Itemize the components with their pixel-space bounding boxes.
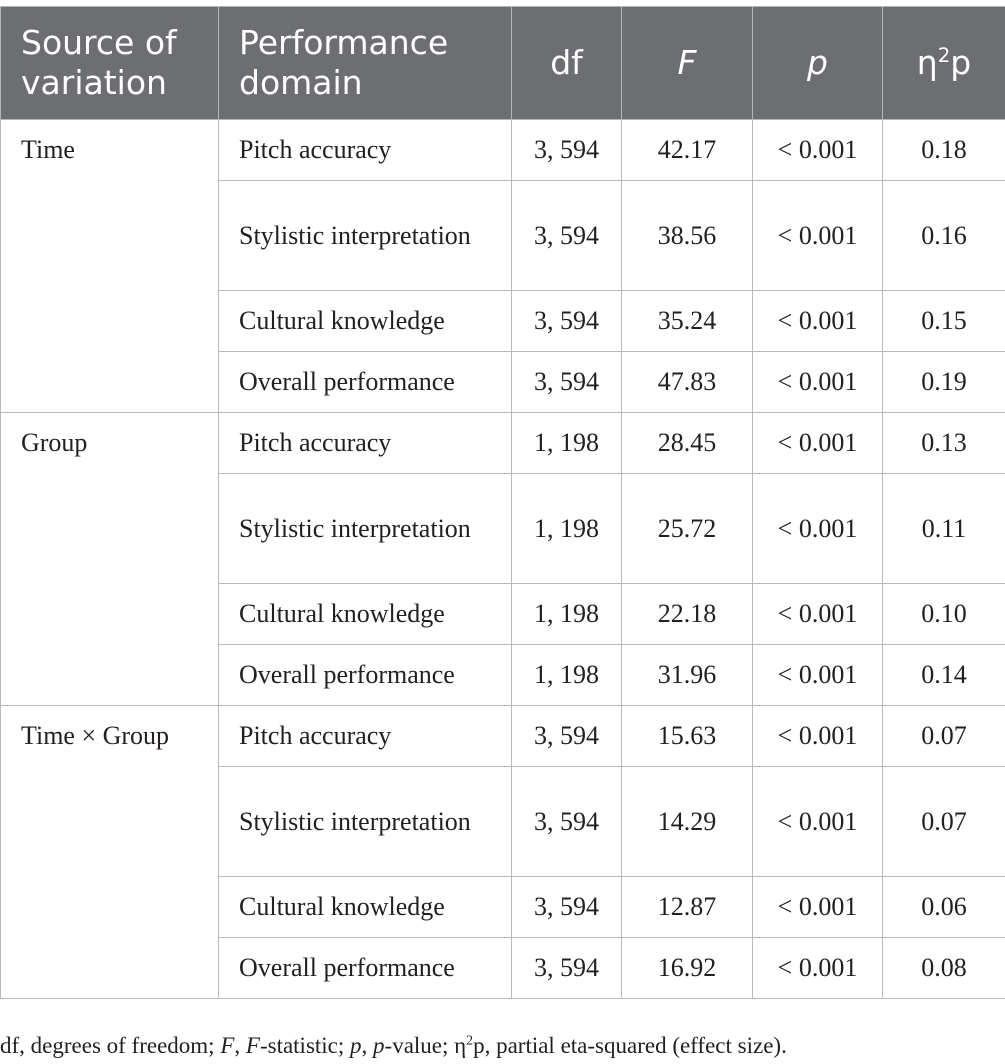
p-cell: < 0.001 xyxy=(753,706,883,767)
table-footnote xyxy=(0,1033,787,1059)
eta-cell: 0.16 xyxy=(883,181,1005,291)
footnote-part: df, degrees of freedom; xyxy=(0,1033,221,1058)
source-cell: Time xyxy=(1,120,219,413)
df-cell: 3, 594 xyxy=(512,877,622,938)
p-cell: < 0.001 xyxy=(753,120,883,181)
f-cell: 47.83 xyxy=(622,352,753,413)
p-cell: < 0.001 xyxy=(753,584,883,645)
domain-cell: Overall performance xyxy=(219,352,512,413)
f-cell: 31.96 xyxy=(622,645,753,706)
df-cell: 1, 198 xyxy=(512,645,622,706)
domain-cell: Overall performance xyxy=(219,938,512,999)
domain-cell: Cultural knowledge xyxy=(219,291,512,352)
f-cell: 15.63 xyxy=(622,706,753,767)
domain-cell: Stylistic interpretation xyxy=(219,474,512,584)
p-cell: < 0.001 xyxy=(753,877,883,938)
anova-table xyxy=(0,6,1005,999)
header-p: p xyxy=(753,7,883,120)
df-cell: 3, 594 xyxy=(512,938,622,999)
df-cell: 1, 198 xyxy=(512,474,622,584)
footnote-part: p, partial eta-squared (effect size). xyxy=(473,1033,787,1058)
header-df: df xyxy=(512,7,622,120)
f-cell: 35.24 xyxy=(622,291,753,352)
eta-cell: 0.07 xyxy=(883,706,1005,767)
footnote-part: F xyxy=(245,1033,260,1058)
footnote-part: p xyxy=(350,1033,362,1058)
f-cell: 38.56 xyxy=(622,181,753,291)
df-cell: 3, 594 xyxy=(512,120,622,181)
eta-cell: 0.19 xyxy=(883,352,1005,413)
p-cell: < 0.001 xyxy=(753,938,883,999)
table-row xyxy=(1,706,1005,767)
df-cell: 1, 198 xyxy=(512,413,622,474)
eta-cell: 0.07 xyxy=(883,767,1005,877)
footnote-part: 2 xyxy=(466,1032,474,1048)
df-cell: 3, 594 xyxy=(512,352,622,413)
f-cell: 12.87 xyxy=(622,877,753,938)
domain-cell: Overall performance xyxy=(219,645,512,706)
domain-cell: Cultural knowledge xyxy=(219,584,512,645)
header-eta-sup: 2 xyxy=(937,44,951,67)
header-eta-base: η xyxy=(916,43,938,82)
header-f: F xyxy=(622,7,753,120)
table-row xyxy=(1,120,1005,181)
table-row xyxy=(1,413,1005,474)
p-cell: < 0.001 xyxy=(753,474,883,584)
header-eta-tail: p xyxy=(950,43,972,82)
source-cell: Group xyxy=(1,413,219,706)
f-cell: 22.18 xyxy=(622,584,753,645)
df-cell: 3, 594 xyxy=(512,291,622,352)
eta-cell: 0.08 xyxy=(883,938,1005,999)
domain-cell: Cultural knowledge xyxy=(219,877,512,938)
f-cell: 16.92 xyxy=(622,938,753,999)
f-cell: 14.29 xyxy=(622,767,753,877)
df-cell: 3, 594 xyxy=(512,767,622,877)
source-cell: Time × Group xyxy=(1,706,219,999)
footnote-part: -statistic; xyxy=(259,1033,351,1058)
f-cell: 42.17 xyxy=(622,120,753,181)
eta-cell: 0.06 xyxy=(883,877,1005,938)
header-source: Source of variation xyxy=(1,7,219,120)
domain-cell: Stylistic interpretation xyxy=(219,181,512,291)
f-cell: 25.72 xyxy=(622,474,753,584)
p-cell: < 0.001 xyxy=(753,767,883,877)
footnote-part: p xyxy=(373,1033,385,1058)
df-cell: 1, 198 xyxy=(512,584,622,645)
footnote-part: F xyxy=(220,1033,235,1058)
p-cell: < 0.001 xyxy=(753,352,883,413)
eta-cell: 0.10 xyxy=(883,584,1005,645)
p-cell: < 0.001 xyxy=(753,413,883,474)
footnote-part: , xyxy=(361,1033,374,1058)
eta-cell: 0.15 xyxy=(883,291,1005,352)
df-cell: 3, 594 xyxy=(512,706,622,767)
f-cell: 28.45 xyxy=(622,413,753,474)
p-cell: < 0.001 xyxy=(753,181,883,291)
footnote-part: -value; η xyxy=(384,1033,467,1058)
p-cell: < 0.001 xyxy=(753,291,883,352)
domain-cell: Pitch accuracy xyxy=(219,706,512,767)
eta-cell: 0.11 xyxy=(883,474,1005,584)
footnote-part: , xyxy=(234,1033,246,1058)
header-row xyxy=(1,7,1005,120)
eta-cell: 0.18 xyxy=(883,120,1005,181)
domain-cell: Pitch accuracy xyxy=(219,120,512,181)
header-eta xyxy=(883,7,1005,120)
p-cell: < 0.001 xyxy=(753,645,883,706)
header-domain: Performance domain xyxy=(219,7,512,120)
domain-cell: Stylistic interpretation xyxy=(219,767,512,877)
domain-cell: Pitch accuracy xyxy=(219,413,512,474)
eta-cell: 0.14 xyxy=(883,645,1005,706)
eta-cell: 0.13 xyxy=(883,413,1005,474)
df-cell: 3, 594 xyxy=(512,181,622,291)
